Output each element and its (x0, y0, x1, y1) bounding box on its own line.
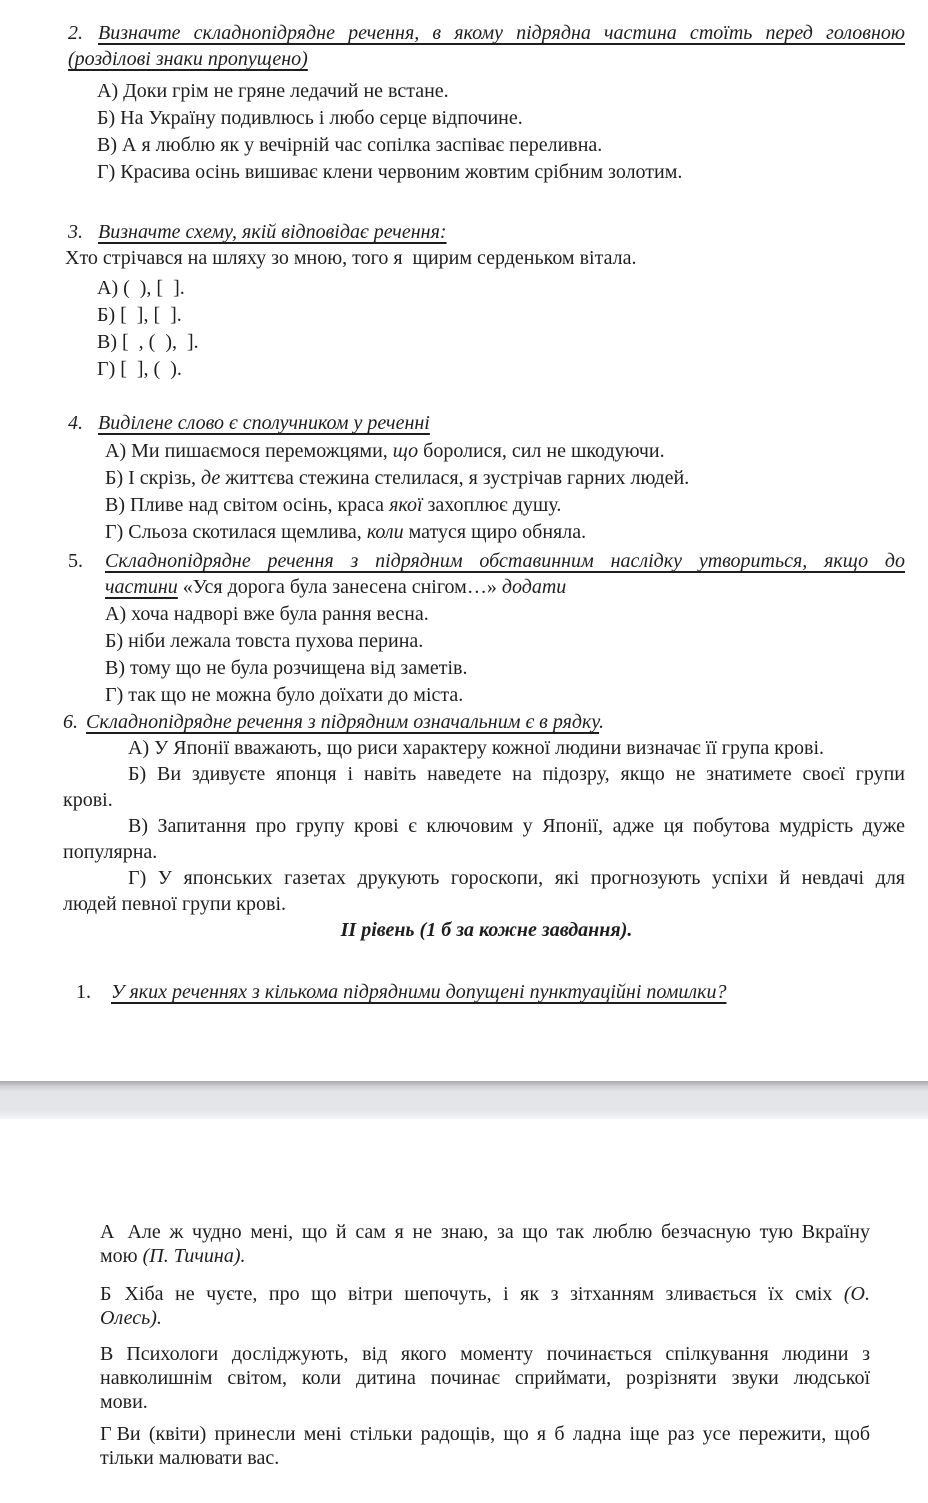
question-4-heading (68, 410, 905, 436)
question-2-number: 2. (68, 22, 83, 44)
question-3-sentence: Хто стрічався на шляху зо мною, того я щирим серденьком вітала. (65, 247, 637, 269)
question-2-option-g: Г) Красива осінь вишиває клени червоним жовтим срібним золотим. (97, 161, 683, 183)
question-6-option-a: А) У Японії вважають, що риси характеру кожної людини визначає її група крові. (128, 737, 825, 759)
sentence-item-b: Б Хіба не чуєте, про що вітри шепочуть, і як з зітханням зливається їх сміх (О. Олесь). (100, 1283, 870, 1329)
question-3-option-v: В) [ , ( ), ]. (97, 331, 199, 353)
question-3-options (97, 275, 905, 383)
question-4-option-g: Г) Сльоза скотилася щемлива, коли матуся щиро обняла. (105, 521, 587, 543)
question-6 (63, 709, 905, 917)
question-2-options (97, 78, 905, 186)
question-5-heading-line-1: Складнопідрядне речення з підрядним обставинним наслідку утвориться, якщо до (105, 550, 905, 572)
question-4-number: 4. (68, 412, 83, 434)
highlighted-word: де (200, 467, 221, 489)
question-6-option-g: Г) У японських газетах друкують гороскопи, які прогнозують успіхи й невдачі для людей певної групи крові. (63, 867, 905, 915)
question-6-option-v: В) Запитання про групу крові є ключовим у Японії, адже ця побутова мудрість дуже популярна. (63, 815, 905, 863)
question-1-number: 1. (76, 981, 91, 1003)
item-g-label: Г (100, 1423, 112, 1445)
question-5-option-v: В) тому що не була розчищена від заметів. (105, 657, 468, 679)
sentence-item-v: В Психологи досліджують, від якого моменту починається спілкування людини з навколишнім світом, коли дитина починає сприймати, розрізняти звуки людської мови. (100, 1343, 870, 1413)
highlighted-word: що (392, 440, 419, 462)
question-6-number: 6. (63, 711, 78, 733)
question-6-heading-text: Складнопідрядне речення з підрядним означальним є в рядку (86, 711, 599, 733)
question-5-option-a: А) хоча надворі вже була рання весна. (105, 603, 429, 625)
question-3 (65, 219, 905, 383)
question-5-number: 5. (68, 550, 83, 572)
question-6-heading: 6. Складнопідрядне речення з підрядним означальним є в рядку. (63, 711, 604, 733)
question-3-heading-text: Визначте схему, якій відповідає речення: (98, 221, 447, 243)
highlighted-word: якої (389, 494, 423, 516)
question-5-heading-line-2: частини «Уся дорога була занесена снігом…» додати (105, 576, 567, 598)
sentence-item-a: А Але ж чудно мені, що й сам я не знаю, за що так люблю безчасную тую Вкраїну мою (П. Тичина). (100, 1221, 870, 1267)
question-3-option-g: Г) [ ], ( ). (97, 358, 182, 380)
page-break-divider (0, 1081, 928, 1119)
question-5-option-b: Б) ніби лежала товста пухова перина. (105, 630, 424, 652)
question-5-options (105, 601, 905, 709)
question-2-option-b: Б) На Україну подивлюсь і любо серце відпочине. (97, 107, 523, 129)
question-2-option-a: А) Доки грім не гряне ледачий не встане. (97, 80, 449, 102)
question-4-option-b: Б) І скрізь, де життєва стежина стелилася, я зустрічав гарних людей. (105, 467, 690, 489)
item-b-label: Б (100, 1283, 112, 1305)
question-6-option-b: Б) Ви здивуєте японця і навіть наведете на підозру, якщо не знатимете своєї групи крові. (63, 763, 905, 811)
question-4-heading-text: Виділене слово є сполучником у реченні (98, 412, 430, 434)
question-4 (68, 410, 905, 546)
question-2-option-v: В) А я люблю як у вечірній час сопілка заспіває переливна. (97, 134, 603, 156)
question-1-heading-text: У яких реченнях з кількома підрядними допущені пунктуаційні помилки? (111, 981, 727, 1003)
question-3-number: 3. (68, 221, 83, 243)
item-a-label: А (100, 1221, 115, 1243)
sentence-item-g: Г Ви (квіти) принесли мені стільки радощів, що я б ладна іще раз усе пережити, щоб тільки малювати вас. (100, 1423, 870, 1469)
item-v-label: В (100, 1343, 114, 1365)
question-3-heading (68, 219, 905, 245)
question-3-option-a: А) ( ), [ ]. (97, 277, 185, 299)
question-2 (68, 20, 905, 186)
question-5 (68, 548, 905, 709)
level-2-question-1 (68, 979, 905, 1005)
item-a-source: (П. Тичина). (142, 1245, 246, 1267)
question-4-options (105, 438, 905, 546)
question-5-option-g: Г) так що не можна було доїхати до міста. (105, 684, 464, 706)
question-5-quote: «Уся дорога була занесена снігом…» (177, 576, 502, 598)
item-b-source: (О. (843, 1283, 870, 1305)
question-2-heading-line-2: (розділові знаки пропущено) (68, 48, 308, 70)
question-4-option-a: А) Ми пишаємося переможцями, що боролися, сил не шкодуючи. (105, 440, 665, 462)
question-2-heading-text: Визначте складнопідрядне речення, в якому підрядна частина стоїть перед головною (98, 22, 905, 44)
question-2-heading-line-1 (68, 20, 905, 46)
highlighted-word: коли (366, 521, 404, 543)
level-2-header: ІІ рівень (1 б за кожне завдання). (340, 919, 633, 941)
question-4-option-v: В) Пливе над світом осінь, краса якої захоплює душу. (105, 494, 562, 516)
test-page-level-2-items (0, 1119, 928, 1503)
question-3-option-b: Б) [ ], [ ]. (97, 304, 182, 326)
